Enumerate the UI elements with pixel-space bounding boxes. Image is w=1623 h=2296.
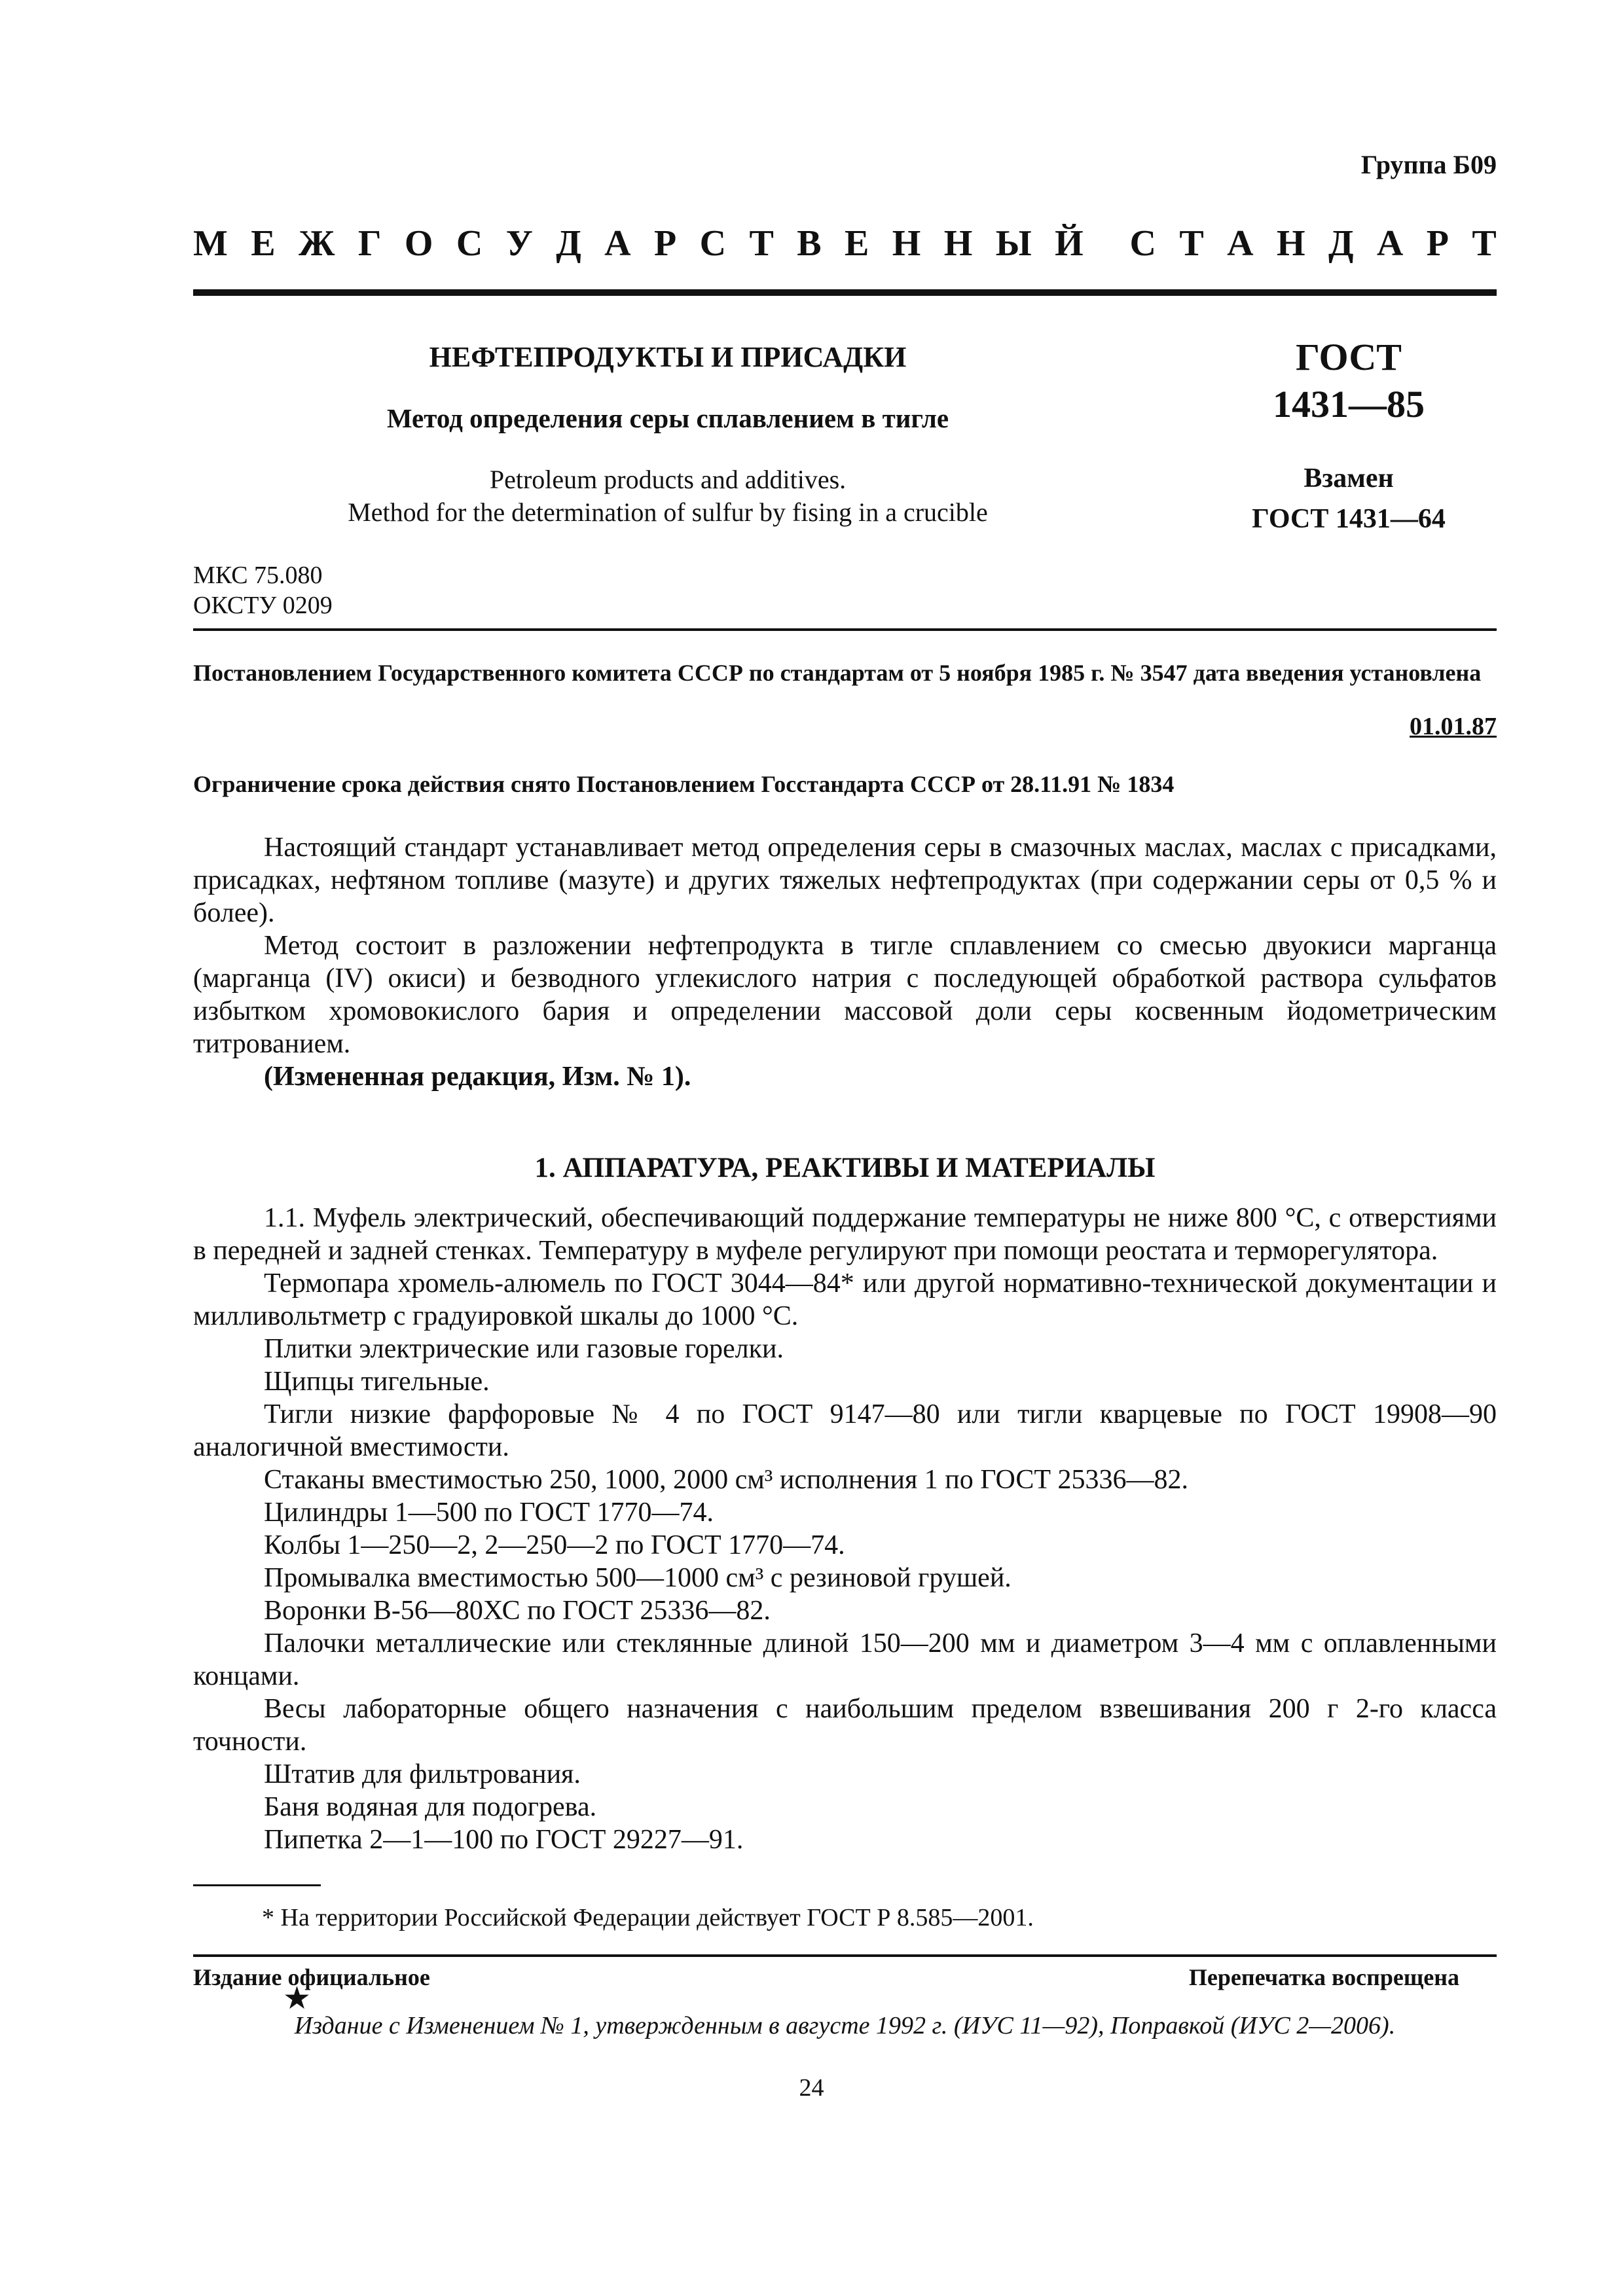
list-item: Стаканы вместимостью 250, 1000, 2000 см³ исполнения 1 по ГОСТ 25336—82. xyxy=(264,1465,1189,1495)
document-title: НЕФТЕПРОДУКТЫ И ПРИСАДКИ xyxy=(429,341,907,373)
classification-codes xyxy=(193,560,333,620)
header-rule xyxy=(193,289,1497,296)
list-item: Воронки В-56—80ХС по ГОСТ 25336—82. xyxy=(264,1596,771,1626)
edition-note: Издание с Изменением № 1, утвержденным в августе 1992 г. (ИУС 11—92), Поправкой (ИУС 2—2006). xyxy=(294,2012,1396,2039)
heading-letter: Н xyxy=(943,223,973,264)
heading-letter: Г xyxy=(357,223,382,264)
intro-body xyxy=(193,831,1497,1093)
document-subtitle: Метод определения серы сплавлением в тигле xyxy=(386,403,949,433)
heading-letter: Р xyxy=(654,223,677,264)
heading-letter: Н xyxy=(1276,223,1305,264)
list-item: Штатив для фильтрования. xyxy=(264,1759,581,1789)
list-item: Колбы 1—250—2, 2—250—2 по ГОСТ 1770—74. xyxy=(264,1530,845,1560)
heading-letter: Й xyxy=(1055,223,1084,264)
intro-paragraph: Метод состоит в разложении нефтепродукта в тигле сплавлением со смесью двуокиси марганца (марганца (IV) окиси) и безводного углекислого натрия с последующей обработкой раствора сульфатов избытком хромовокислого бария и определении массовой доли серы косвенным йодометрическим титрованием. xyxy=(193,931,1497,1059)
official-edition-label: Издание официальное xyxy=(193,1964,430,1990)
heading-letter: Т xyxy=(749,223,774,264)
heading-letter: Д xyxy=(1328,223,1354,264)
replaces-block xyxy=(1152,458,1545,539)
list-item: Цилиндры 1—500 по ГОСТ 1770—74. xyxy=(264,1498,714,1528)
list-item: Пипетка 2—1—100 по ГОСТ 29227—91. xyxy=(264,1825,744,1855)
list-item: Палочки металлические или стеклянные длиной 150—200 мм и диаметром 3—4 мм с оплавленными концами. xyxy=(193,1628,1497,1691)
gost-label: ГОСТ xyxy=(1296,336,1402,378)
footnote-rule xyxy=(193,1884,321,1886)
heading-letter: С xyxy=(1129,223,1156,264)
list-item: Тигли низкие фарфоровые № 4 по ГОСТ 9147—80 или тигли кварцевые по ГОСТ 19908—90 аналогичной вместимости. xyxy=(193,1399,1497,1462)
section-rule xyxy=(193,628,1497,631)
heading-letter: У xyxy=(505,223,533,264)
replaces-number: ГОСТ 1431—64 xyxy=(1252,504,1446,534)
page-number: 24 xyxy=(799,2074,824,2102)
group-code: Группа Б09 xyxy=(1360,150,1497,179)
reprint-prohibited-label: Перепечатка воспрещена xyxy=(1188,1964,1459,1990)
limit-removed-text: Ограничение срока действия снято Постановлением Госстандарта СССР от 28.11.91 № 1834 xyxy=(193,771,1175,797)
heading-letter: Ж xyxy=(299,223,335,264)
heading-letter: С xyxy=(456,223,483,264)
heading-letter: М xyxy=(193,223,228,264)
interstate-standard-heading xyxy=(193,223,1497,264)
section-1-body xyxy=(193,1202,1497,1856)
list-item: Баня водяная для подогрева. xyxy=(264,1792,597,1822)
intro-paragraph: Настоящий стандарт устанавливает метод определения серы в смазочных маслах, маслах с присадками, присадках, нефтяном топливе (мазуте) и других тяжелых нефтепродуктах (при содержании серы от 0,5 % и более). xyxy=(193,833,1497,928)
list-item: Промывалка вместимостью 500—1000 см³ с резиновой грушей. xyxy=(264,1563,1012,1593)
footnote: * На территории Российской Федерации действует ГОСТ Р 8.585—2001. xyxy=(262,1904,1034,1931)
english-title xyxy=(295,463,1041,529)
heading-letter: А xyxy=(604,223,631,264)
amendment-note: (Измененная редакция, Изм. № 1). xyxy=(264,1062,691,1092)
list-item: Термопара хромель-алюмель по ГОСТ 3044—84* или другой нормативно-технической документации и милливольтметр с градуировкой шкалы до 1000 °С. xyxy=(193,1268,1497,1331)
introduction-date: 01.01.87 xyxy=(1410,713,1497,740)
section-title: 1. АППАРАТУРА, РЕАКТИВЫ И МАТЕРИАЛЫ xyxy=(534,1153,1156,1183)
heading-letter: О xyxy=(404,223,433,264)
list-item: Весы лабораторные общего назначения с наибольшим пределом взвешивания 200 г 2-го класса точности. xyxy=(193,1694,1497,1757)
footer-rule xyxy=(193,1954,1497,1957)
gost-number: 1431—85 xyxy=(1273,383,1425,425)
heading-letter: Ы xyxy=(995,223,1032,264)
heading-letter: В xyxy=(797,223,822,264)
replaces-label: Взамен xyxy=(1304,463,1394,493)
list-item: Плитки электрические или газовые горелки. xyxy=(264,1334,784,1364)
heading-letter: А xyxy=(1376,223,1404,264)
heading-letter: Н xyxy=(892,223,921,264)
english-title-line-1: Petroleum products and additives. xyxy=(489,465,847,494)
heading-letter: Е xyxy=(845,223,869,264)
heading-letter: Т xyxy=(1472,223,1497,264)
heading-letter: Д xyxy=(556,223,581,264)
star-icon: ★ xyxy=(283,1981,312,2016)
mks-code: МКС 75.080 xyxy=(193,562,323,589)
okstu-code: ОКСТУ 0209 xyxy=(193,592,333,619)
heading-letter: Т xyxy=(1179,223,1204,264)
heading-letter: С xyxy=(699,223,727,264)
heading-letter: А xyxy=(1227,223,1254,264)
gost-designation xyxy=(1152,334,1545,428)
decree-text: Постановлением Государственного комитета СССР по стандартам от 5 ноября 1985 г. № 3547 дата введения установлена xyxy=(193,660,1482,686)
list-item: 1.1. Муфель электрический, обеспечивающий поддержание температуры не ниже 800 °С, с отверстиями в передней и задней стенках. Температуру в муфеле регулируют при помощи реостата и терморегулятора. xyxy=(193,1203,1497,1266)
heading-letter: Р xyxy=(1426,223,1449,264)
heading-letter: Е xyxy=(251,223,276,264)
list-item: Щипцы тигельные. xyxy=(264,1367,490,1397)
english-title-line-2: Method for the determination of sulfur by fising in a crucible xyxy=(348,497,988,527)
